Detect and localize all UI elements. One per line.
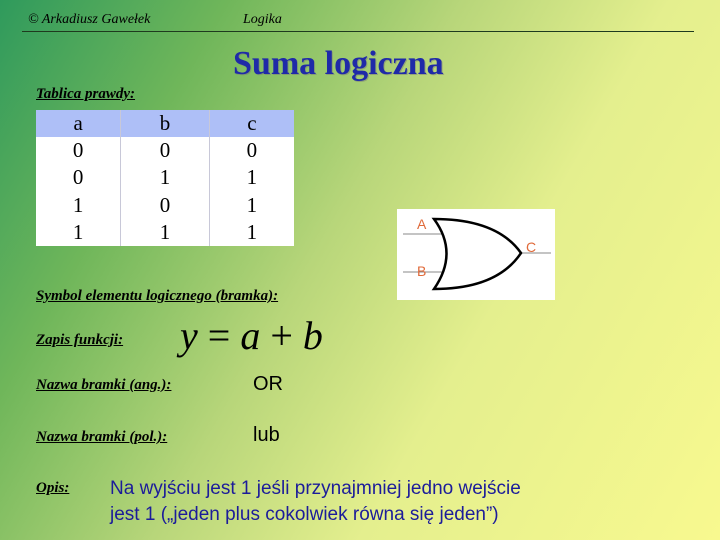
- formula-equals: =: [207, 313, 231, 358]
- table-row: [36, 137, 294, 164]
- table-cell: 1: [36, 219, 121, 246]
- gate-symbol-label: Symbol elementu logicznego (bramka):: [36, 288, 279, 304]
- column-header-c: c: [209, 110, 294, 137]
- gate-input-b-label: B: [417, 263, 427, 279]
- table-row: [36, 219, 294, 246]
- table-cell: 1: [246, 192, 258, 217]
- table-row: [36, 164, 294, 191]
- gate-name-en-value: OR: [253, 373, 283, 395]
- formula-lhs: y: [180, 313, 198, 358]
- truth-table-header-row: [36, 110, 294, 137]
- formula-operand-a: a: [240, 313, 261, 358]
- truth-table: [36, 110, 294, 246]
- gate-output-label: C: [526, 239, 537, 255]
- table-row: [36, 192, 294, 219]
- gate-input-a-label: A: [417, 216, 427, 232]
- gate-name-pl-label: Nazwa bramki (pol.):: [36, 429, 168, 445]
- or-gate-symbol-icon: [397, 209, 555, 300]
- table-cell: 0: [36, 164, 121, 191]
- page-title: Suma logiczna: [233, 45, 444, 82]
- formula-operand-b: b: [302, 313, 323, 358]
- gate-name-pl-value: lub: [253, 424, 280, 446]
- description-label: Opis:: [36, 480, 70, 496]
- truth-table-label: Tablica prawdy:: [36, 86, 136, 102]
- table-cell: 1: [121, 219, 210, 246]
- formula-plus: +: [270, 313, 293, 358]
- or-gate-diagram: [397, 209, 555, 300]
- description-line-2: jest 1 („jeden plus cokolwiek równa się jeden”): [110, 504, 499, 525]
- table-cell: 0: [36, 137, 121, 164]
- table-cell: 1: [246, 165, 258, 190]
- description-text: [110, 476, 521, 528]
- column-header-a: a: [36, 110, 121, 137]
- description-line-1: Na wyjściu jest 1 jeśli przynajmniej jedno wejście: [110, 478, 521, 499]
- table-cell: 1: [121, 164, 210, 191]
- table-cell: 0: [121, 137, 210, 164]
- column-header-b: b: [121, 110, 210, 137]
- table-cell: 1: [36, 192, 121, 219]
- table-cell: 0: [121, 192, 210, 219]
- table-cell: 1: [246, 219, 258, 244]
- table-cell: 0: [246, 138, 258, 163]
- gate-name-en-label: Nazwa bramki (ang.):: [36, 377, 172, 393]
- function-label: Zapis funkcji:: [36, 332, 124, 348]
- subject-label: Logika: [243, 12, 282, 27]
- function-formula: [180, 312, 323, 359]
- or-gate-body: [434, 219, 521, 289]
- header-divider: [22, 31, 694, 32]
- author-credit: © Arkadiusz Gawełek: [28, 12, 151, 27]
